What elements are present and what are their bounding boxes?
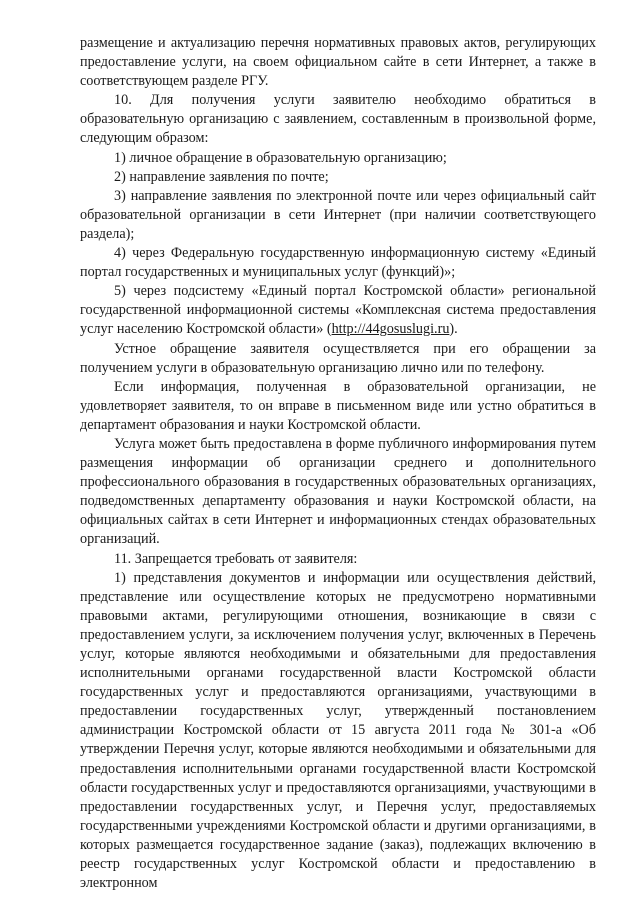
list-item-prohibited-documents: 1) представления документов и информации или осуществления действий, представление или осуществление которых не предусмотрено нормативными правовыми актами, регулирующими отношения, возникающие в связи с предоставлением услуги, за исключением получения услуг, включенных в Перечень услуг, которые являются необходимыми и обязательными для предоставления исполнительными органами государственной власти Костромской области государственных услуг и предоставляются организациями, участвующими в предоставлении государственных услуг, утвержденный постановлением администрации Костромской области от 15 августа 2011 года № 301-а «Об утверждении Перечня услуг, которые являются необходимыми и обязательными для предоставления исполнительными органами государственной власти Костромской области государственных услуг и предоставляются организациями, участвующими в предоставлении государственных услуг, и Перечня услуг, предоставляемых государственными учреждениями Костромской области и другими организациями, в которых размещается государственное задание (заказ), подлежащих включению в реестр государственных услуг Костромской области и предоставлению в электронном	[80, 569, 596, 892]
regional-portal-text: 5) через подсистему «Единый портал Костромской области» региональной государственной информационной системы «Комплексная система предоставления услуг населению Костромской области»	[80, 283, 596, 338]
list-item-federal-portal: 4) через Федеральную государственную информационную систему «Единый портал государственных и муниципальных услуг (функций)»;	[80, 245, 596, 281]
paragraph-item-10: 10. Для получения услуги заявителю необходимо обратиться в образовательную организацию с заявлением, составленным в произвольной форме, следующим образом:	[80, 92, 596, 147]
list-item-personal-visit: 1) личное обращение в образовательную организацию;	[114, 149, 447, 166]
list-item-mail: 2) направление заявления по почте;	[114, 168, 329, 185]
paragraph-item-11: 11. Запрещается требовать от заявителя:	[114, 550, 358, 567]
link-close-paren: ).	[449, 321, 458, 338]
gosuslugi-link[interactable]: http://44gosuslugi.ru	[331, 321, 450, 338]
paragraph-public-info: Услуга может быть предоставлена в форме публичного информирования путем размещения информации об организации среднего и дополнительного профессионального образования в государственных образовательных организациях, подведомственных департаменту образования и науки Костромской области, на официальных сайтах в сети Интернет и информационных стендах образовательных организаций.	[80, 435, 596, 548]
paragraph-oral-request: Устное обращение заявителя осуществляется при его обращении за получением услуги в образовательную организацию лично или по телефону.	[80, 340, 596, 376]
paragraph-appeal: Если информация, полученная в образовательной организации, не удовлетворяет заявителя, то он вправе в письменном виде или устно обратиться в департамент образования и науки Костромской области.	[80, 378, 596, 433]
link-open-paren: (	[323, 321, 332, 338]
document-page	[80, 34, 596, 893]
list-item-regional-portal	[80, 282, 596, 339]
paragraph-continuation: размещение и актуализацию перечня нормативных правовых актов, регулирующих предоставление услуги, на своем официальном сайте в сети Интернет, а также в соответствующем разделе РГУ.	[80, 35, 596, 90]
list-item-email-website: 3) направление заявления по электронной почте или через официальный сайт образовательной организации в сети Интернет (при наличии соответствующего раздела);	[80, 187, 596, 242]
